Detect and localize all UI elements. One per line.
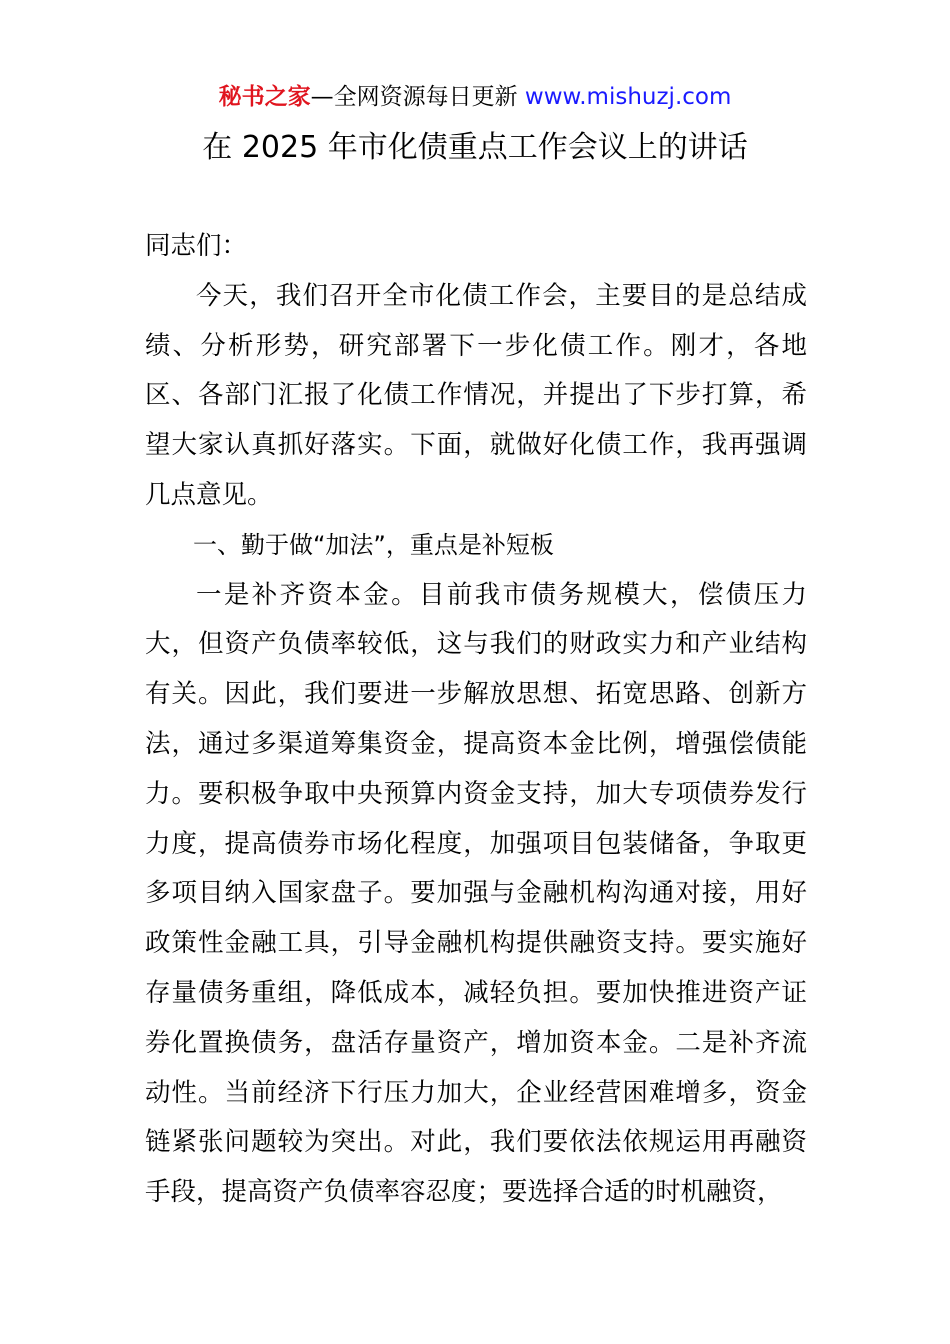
site-banner <box>0 80 950 114</box>
document-body <box>145 222 807 1218</box>
section-heading: 一、勤于做“加法”，重点是补短板 <box>193 530 554 559</box>
intro-paragraph: 今天，我们召开全市化债工作会，主要目的是总结成绩、分析形势，研究部署下一步化债工作。刚才，各地区、各部门汇报了化债工作情况，并提出了下步打算，希望大家认真抓好落实。下面，就做好化债工作，我再强调几点意见。 <box>145 280 807 510</box>
document-title: 在 2025 年市化债重点工作会议上的讲话 <box>202 130 748 165</box>
section-paragraph: 一是补齐资本金。目前我市债务规模大，偿债压力大，但资产负债率较低，这与我们的财政实力和产业结构有关。因此，我们要进一步解放思想、拓宽思路、创新方法，通过多渠道筹集资金，提高资本金比例，增强偿债能力。要积极争取中央预算内资金支持，加大专项债券发行力度，提高债券市场化程度，加强项目包装储备，争取更多项目纳入国家盘子。要加强与金融机构沟通对接，用好政策性金融工具，引导金融机构提供融资支持。要实施好存量债务重组，降低成本，减轻负担。要加快推进资产证券化置换债务，盘活存量资产，增加资本金。二是补齐流动性。当前经济下行压力加大，企业经营困难增多，资金链紧张问题较为突出。对此，我们要依法依规运用再融资手段，提高资产负债率容忍度；要选择合适的时机融资， <box>145 579 807 1208</box>
site-tagline: —全网资源每日更新 <box>310 84 525 110</box>
site-brand: 秘书之家 <box>218 84 311 110</box>
site-url-link[interactable]: www.mishuzj.com <box>524 84 732 110</box>
salutation: 同志们： <box>145 231 248 261</box>
